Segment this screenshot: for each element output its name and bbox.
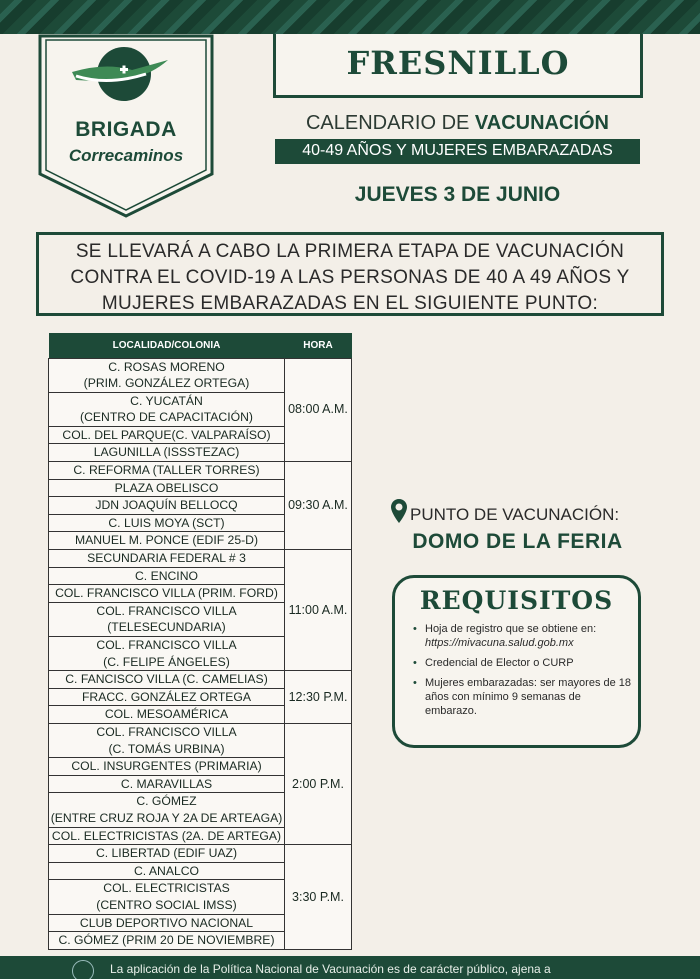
localidad-cell	[49, 532, 285, 550]
city-box	[273, 34, 643, 98]
header-hora: HORA	[285, 333, 352, 358]
localidad-line: COL. FRANCISCO VILLA (PRIM. FORD)	[55, 586, 278, 601]
table-row	[49, 671, 352, 689]
location-pin-icon	[390, 498, 408, 524]
localidad-line: SECUNDARIA FEDERAL # 3	[87, 551, 246, 566]
intro-box	[36, 232, 664, 316]
localidad-line: C. LIBERTAD (EDIF UAZ)	[95, 846, 238, 861]
event-date: JUEVES 3 DE JUNIO	[354, 183, 561, 206]
localidad-cell	[49, 914, 285, 932]
calendar-title: CALENDARIO DE VACUNACIÓN	[305, 112, 609, 134]
localidad-cell	[49, 671, 285, 689]
localidad-line: COL. FRANCISCO VILLA	[96, 638, 237, 652]
localidad-line: C. GÓMEZ	[136, 794, 197, 809]
hora-cell: 09:30 A.M.	[285, 462, 352, 550]
registration-link[interactable]: https://mivacuna.salud.gob.mx	[425, 637, 574, 649]
localidad-line: (C. FELIPE ÁNGELES)	[103, 654, 230, 669]
schedule-table	[48, 333, 352, 950]
localidad-line: C. MARAVILLAS	[120, 776, 213, 791]
localidad-cell	[49, 567, 285, 585]
localidad-line: C. ENCINO	[135, 568, 198, 583]
table-row	[49, 358, 352, 392]
localidad-line: COL. MESOAMÉRICA	[104, 707, 229, 722]
localidad-cell	[49, 845, 285, 863]
table-row	[49, 462, 352, 480]
intro-line: SE LLEVARÁ A CABO LA PRIMERA ETAPA DE VACUNACIÓN	[75, 241, 625, 262]
localidad-line: LAGUNILLA (ISSSTEZAC)	[93, 445, 240, 460]
requirement-item: • Mujeres embarazadas: ser mayores de 18 años con mínimo 9 semanas de embarazo.	[413, 676, 635, 718]
schedule-body	[49, 358, 352, 949]
localidad-cell	[49, 550, 285, 568]
localidad-cell	[49, 688, 285, 706]
localidad-line: COL. ELECTRICISTAS (2A. DE ARTEGA)	[51, 828, 282, 843]
localidad-line: (CENTRO SOCIAL IMSS)	[96, 897, 237, 912]
localidad-line: (ENTRE CRUZ ROJA Y 2A DE ARTEAGA)	[50, 810, 283, 825]
localidad-cell	[49, 358, 285, 392]
footer-text: La aplicación de la Política Nacional de Vacunación es de carácter público, ajena a	[110, 962, 551, 976]
localidad-line: C. REFORMA (TALLER TORRES)	[73, 463, 260, 478]
localidad-cell	[49, 827, 285, 845]
localidad-cell	[49, 602, 285, 636]
header-localidad: LOCALIDAD/COLONIA	[49, 333, 285, 358]
localidad-line: C. LUIS MOYA (SCT)	[108, 515, 225, 530]
localidad-line: (PRIM. GONZÁLEZ ORTEGA)	[83, 376, 250, 391]
localidad-line: PLAZA OBELISCO	[114, 480, 219, 495]
localidad-line: COL. ELECTRICISTAS	[103, 881, 230, 896]
localidad-cell	[49, 637, 285, 671]
intro-line: MUJERES EMBARAZADAS EN EL SIGUIENTE PUNTO:	[101, 293, 599, 314]
localidad-line: (TELESECUNDARIA)	[107, 620, 226, 635]
localidad-cell	[49, 775, 285, 793]
localidad-cell	[49, 426, 285, 444]
hora-cell: 3:30 P.M.	[285, 845, 352, 950]
localidad-cell	[49, 862, 285, 880]
localidad-cell	[49, 793, 285, 827]
requirements-list	[413, 622, 635, 724]
table-row	[49, 550, 352, 568]
table-row	[49, 723, 352, 757]
table-row	[49, 845, 352, 863]
hora-cell: 2:00 P.M.	[285, 723, 352, 844]
localidad-cell	[49, 462, 285, 480]
localidad-line: COL. FRANCISCO VILLA	[96, 603, 237, 618]
brand-title: BRIGADA	[75, 118, 177, 141]
hora-cell: 11:00 A.M.	[285, 550, 352, 671]
localidad-line: (CENTRO DE CAPACITACIÓN)	[80, 410, 253, 425]
age-group-banner: 40-49 AÑOS Y MUJERES EMBARAZADAS	[275, 139, 640, 164]
localidad-cell	[49, 758, 285, 776]
localidad-line: (C. TOMÁS URBINA)	[108, 741, 225, 756]
requirements-title: REQUISITOS	[419, 586, 614, 615]
localidad-cell	[49, 514, 285, 532]
requirements-box	[392, 575, 641, 748]
localidad-line: C. YUCATÁN	[130, 393, 203, 408]
localidad-cell	[49, 479, 285, 497]
requirement-item: • Hoja de registro que se obtiene en: https://mivacuna.salud.gob.mx	[413, 622, 635, 650]
localidad-line: C. ANALCO	[133, 863, 200, 878]
localidad-cell	[49, 880, 285, 914]
hora-cell: 08:00 A.M.	[285, 358, 352, 462]
localidad-line: JDN JOAQUÍN BELLOCQ	[95, 498, 238, 513]
localidad-cell	[49, 723, 285, 757]
localidad-cell	[49, 706, 285, 724]
localidad-line: C. FANCISCO VILLA (C. CAMELIAS)	[65, 672, 268, 687]
localidad-cell	[49, 392, 285, 426]
brigada-badge	[36, 34, 216, 219]
vaccination-point-label: PUNTO DE VACUNACIÓN:	[410, 505, 620, 524]
government-seal-icon	[72, 960, 94, 979]
requirement-item: • Credencial de Elector o CURP	[413, 656, 635, 670]
city-name: FRESNILLO	[346, 44, 570, 82]
intro-line: CONTRA EL COVID-19 A LAS PERSONAS DE 40 A 49 AÑOS Y	[70, 267, 630, 288]
footer-band	[0, 956, 700, 979]
localidad-line: COL. INSURGENTES (PRIMARIA)	[71, 759, 262, 774]
localidad-line: C. GÓMEZ (PRIM 20 DE NOVIEMBRE)	[58, 933, 275, 948]
hora-cell: 12:30 P.M.	[285, 671, 352, 724]
localidad-line: MANUEL M. PONCE (EDIF 25-D)	[74, 533, 259, 548]
localidad-cell	[49, 497, 285, 515]
top-decorative-band	[0, 0, 700, 34]
vaccination-point-place: DOMO DE LA FERIA	[412, 530, 623, 553]
localidad-line: FRACC. GONZÁLEZ ORTEGA	[81, 689, 252, 704]
localidad-cell	[49, 444, 285, 462]
localidad-line: C. ROSAS MORENO	[108, 359, 225, 374]
localidad-cell	[49, 585, 285, 603]
localidad-cell	[49, 932, 285, 950]
localidad-line: CLUB DEPORTIVO NACIONAL	[79, 915, 254, 930]
localidad-line: COL. DEL PARQUE(C. VALPARAÍSO)	[62, 427, 271, 442]
localidad-line: COL. FRANCISCO VILLA	[96, 724, 237, 739]
brand-subtitle: Correcaminos	[68, 146, 184, 165]
